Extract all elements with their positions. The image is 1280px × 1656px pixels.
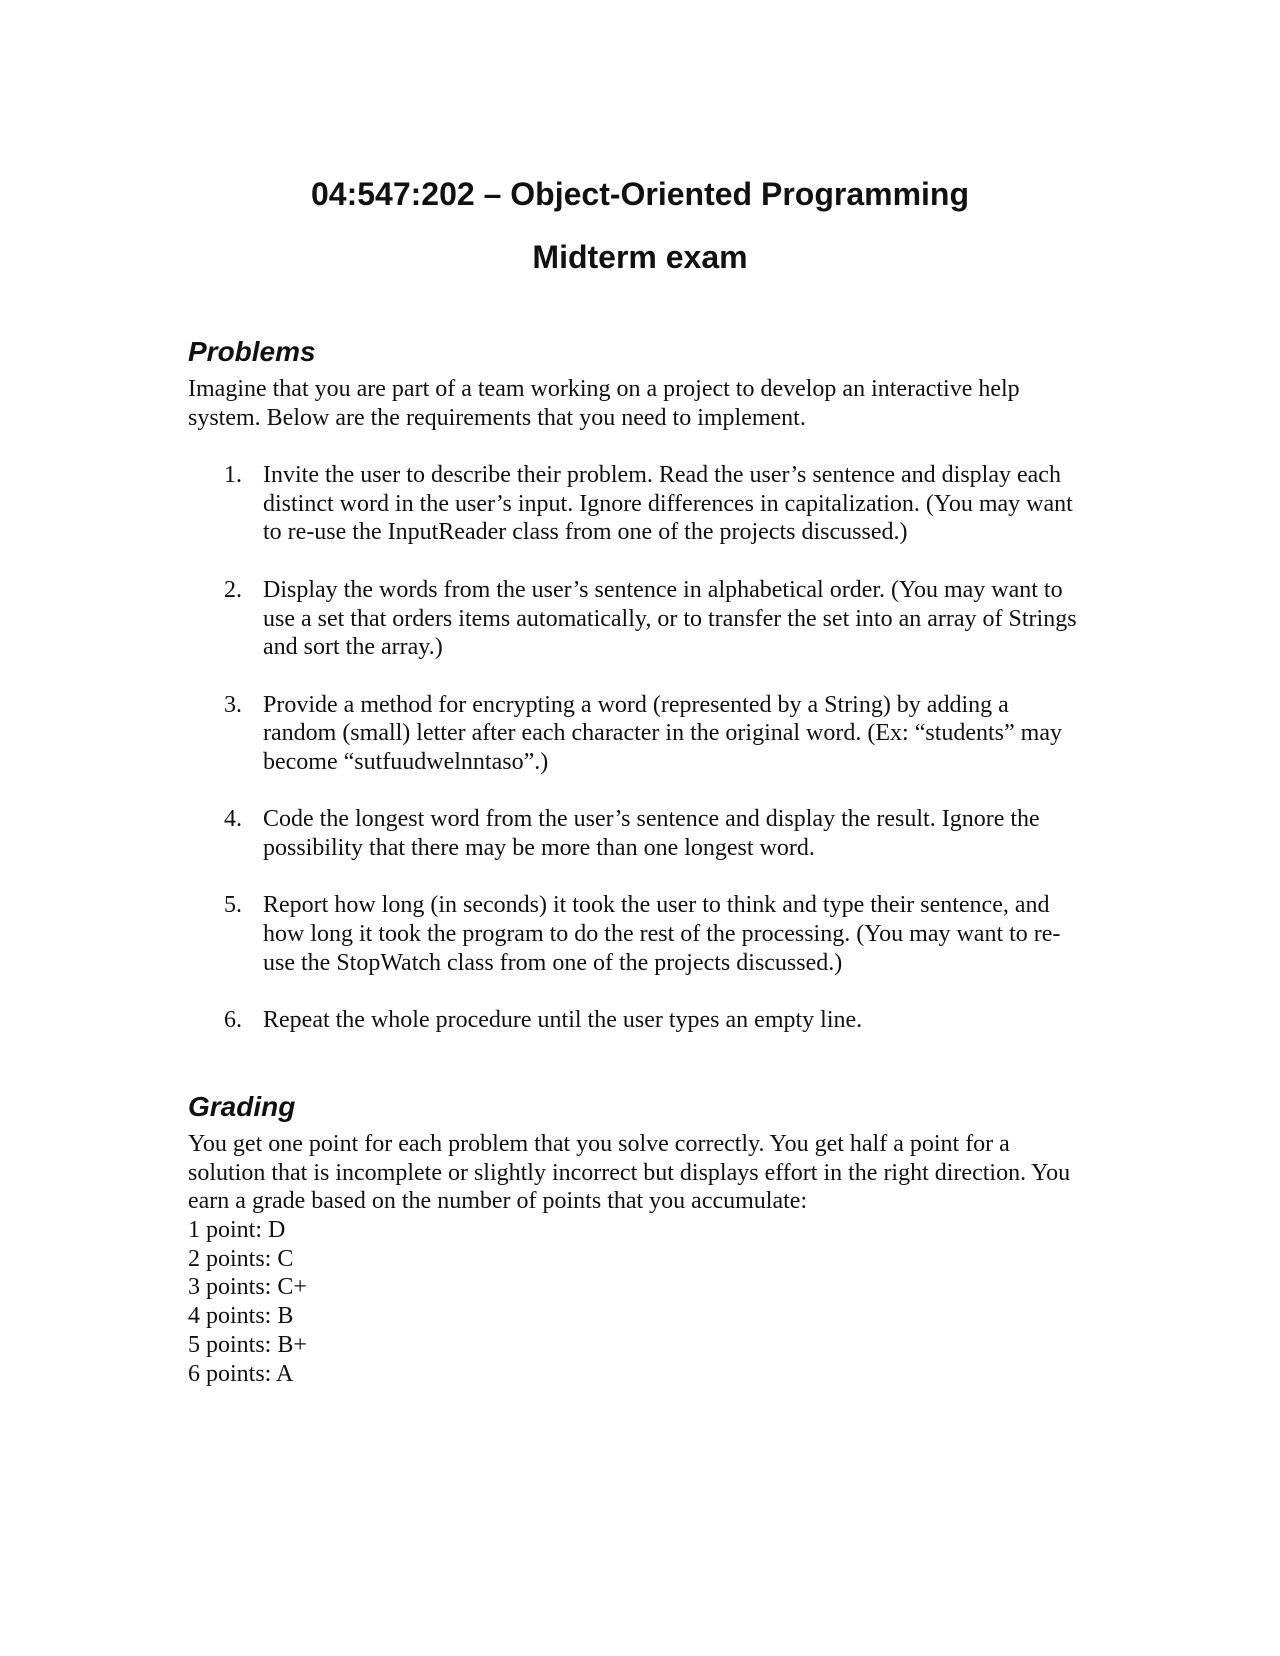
problem-number: 3. (224, 691, 242, 718)
grading-intro: You get one point for each problem that you solve correctly. You get half a point for a solution that is incomplete or slightly incorrect but displays effort in the right direction. You earn a grade based on the number of points that you accumulate: (188, 1131, 1071, 1215)
exam-title: Midterm exam (532, 239, 748, 275)
problem-list (188, 461, 1088, 1064)
problem-item-4 (188, 805, 1088, 862)
problem-number: 2. (224, 576, 242, 603)
course-title: 04:547:202 – Object-Oriented Programming (311, 176, 969, 212)
problem-item-3 (188, 691, 1088, 777)
problem-number: 1. (224, 462, 242, 488)
problem-text: Provide a method for encrypting a word (represented by a String) by adding a random (small) letter after each character in the original word. (Ex: “students” may become “sutfuudwelnntaso”.) (263, 691, 1062, 775)
grade-scale-item: 6 points: A (188, 1360, 294, 1387)
problem-number: 5. (224, 892, 242, 919)
problem-text: Repeat the whole procedure until the user types an empty line. (263, 1007, 863, 1034)
grade-scale-item: 1 point: D (188, 1217, 286, 1243)
problem-item-5 (188, 891, 1088, 977)
problem-item-1 (188, 461, 1088, 547)
grade-scale-item: 5 points: B+ (188, 1331, 307, 1358)
problem-number: 4. (224, 806, 242, 833)
problem-item-2 (188, 576, 1088, 662)
problems-heading: Problems (188, 336, 316, 367)
grade-scale-list (188, 1216, 588, 1388)
problem-text: Report how long (in seconds) it took the user to think and type their sentence, and how long it took the program to do the rest of the processing. (You may want to re-use the StopWatch class from one of the projects discussed.) (263, 892, 1061, 976)
problem-item-6 (188, 1006, 1088, 1035)
grade-scale-item: 4 points: B (188, 1303, 294, 1330)
grading-heading: Grading (188, 1091, 296, 1122)
grade-scale-item: 2 points: C (188, 1245, 294, 1272)
problems-intro: Imagine that you are part of a team working on a project to develop an interactive help system. Below are the requirements that you need to implement. (188, 376, 1020, 431)
problem-text: Code the longest word from the user’s sentence and display the result. Ignore the possibility that there may be more than one longest word. (263, 806, 1040, 862)
problem-number: 6. (224, 1007, 242, 1034)
problem-text: Display the words from the user’s sentence in alphabetical order. (You may want to use a set that orders items automatically, or to transfer the set into an array of Strings and sort the array.) (263, 576, 1077, 661)
grade-scale-item: 3 points: C+ (188, 1274, 307, 1301)
problem-text: Invite the user to describe their problem. Read the user’s sentence and display each distinct word in the user’s input. Ignore differences in capitalization. (You may want to re-use the InputReader class from one of the projects discussed.) (263, 462, 1073, 546)
